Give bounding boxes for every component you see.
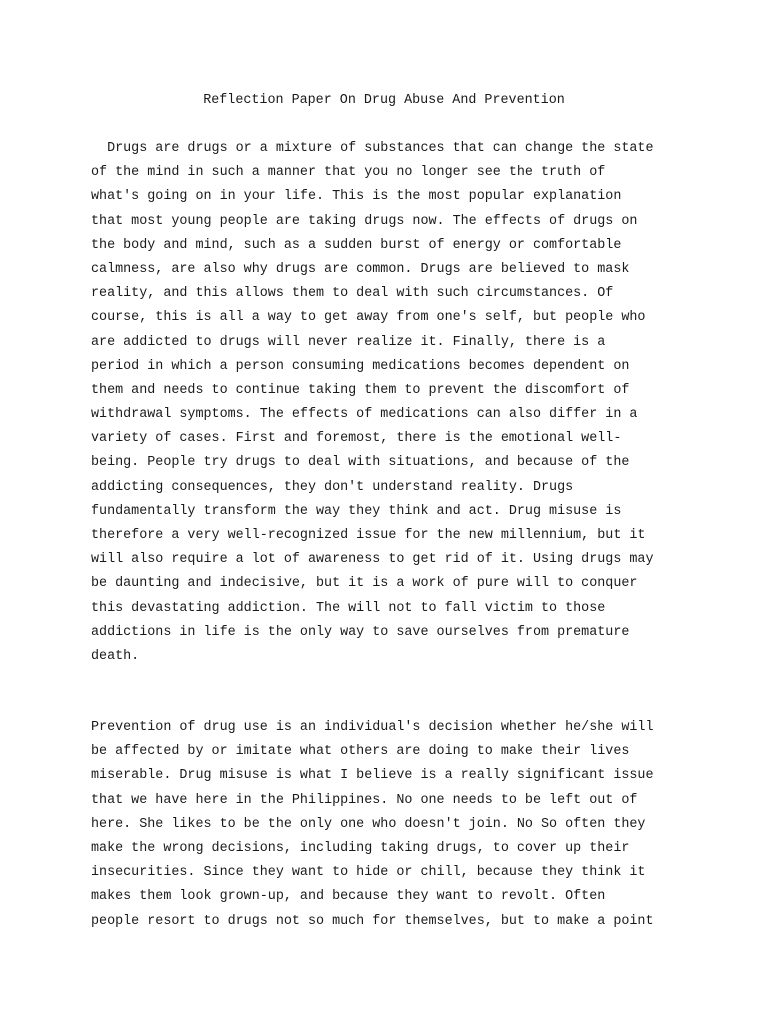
text-line: this devastating addiction. The will not to fall victim to those [91, 600, 606, 616]
text-line: withdrawal symptoms. The effects of medications can also differ in a [91, 407, 638, 423]
text-line: what's going on in your life. This is the most popular explanation [91, 189, 622, 205]
text-line: Prevention of drug use is an individual's decision whether he/she will [91, 720, 654, 735]
text-line: addicting consequences, they don't understand reality. Drugs [91, 479, 574, 495]
text-line: reality, and this allows them to deal with such circumstances. Of [91, 286, 614, 302]
text-line: death. [91, 648, 140, 664]
text-line: miserable. Drug misuse is what I believe is a really significant issue [91, 768, 654, 784]
text-line: the body and mind, such as a sudden burst of energy or comfortable [91, 237, 622, 253]
text-line: here. She likes to be the only one who doesn't join. No So often they [91, 816, 646, 832]
text-line: therefore a very well-recognized issue for the new millennium, but it [91, 528, 646, 543]
text-line: fundamentally transform the way they think and act. Drug misuse is [91, 503, 622, 519]
text-line: makes them look grown-up, and because they want to revolt. Often [91, 889, 606, 905]
paragraph-drug-abuse [91, 137, 691, 669]
text-line: course, this is all a way to get away from one's self, but people who [91, 310, 646, 326]
text-line: addictions in life is the only way to save ourselves from premature [91, 624, 630, 640]
text-line: them and needs to continue taking them to prevent the discomfort of [91, 382, 630, 398]
text-line: be daunting and indecisive, but it is a work of pure will to conquer [91, 576, 638, 592]
text-line: will also require a lot of awareness to get rid of it. Using drugs may [91, 552, 654, 568]
text-line: people resort to drugs not so much for themselves, but to make a point [91, 913, 654, 929]
text-line: being. People try drugs to deal with situations, and because of the [91, 455, 630, 471]
text-line: variety of cases. First and foremost, there is the emotional well- [91, 431, 622, 447]
text-line: period in which a person consuming medications becomes dependent on [91, 358, 630, 374]
paragraph-prevention [91, 716, 691, 934]
text-line: of the mind in such a manner that you no longer see the truth of [91, 165, 606, 181]
text-line: make the wrong decisions, including taking drugs, to cover up their [91, 840, 630, 856]
text-line: Drugs are drugs or a mixture of substances that can change the state [91, 141, 654, 156]
text-line: calmness, are also why drugs are common. Drugs are believed to mask [91, 261, 630, 277]
text-line: be affected by or imitate what others are doing to make their lives [91, 744, 630, 760]
document-title: Reflection Paper On Drug Abuse And Prevention [203, 93, 565, 108]
text-line: that most young people are taking drugs now. The effects of drugs on [91, 213, 638, 229]
text-line: are addicted to drugs will never realize it. Finally, there is a [91, 334, 606, 350]
text-line: insecurities. Since they want to hide or chill, because they think it [91, 865, 646, 881]
text-line: that we have here in the Philippines. No one needs to be left out of [91, 792, 638, 808]
